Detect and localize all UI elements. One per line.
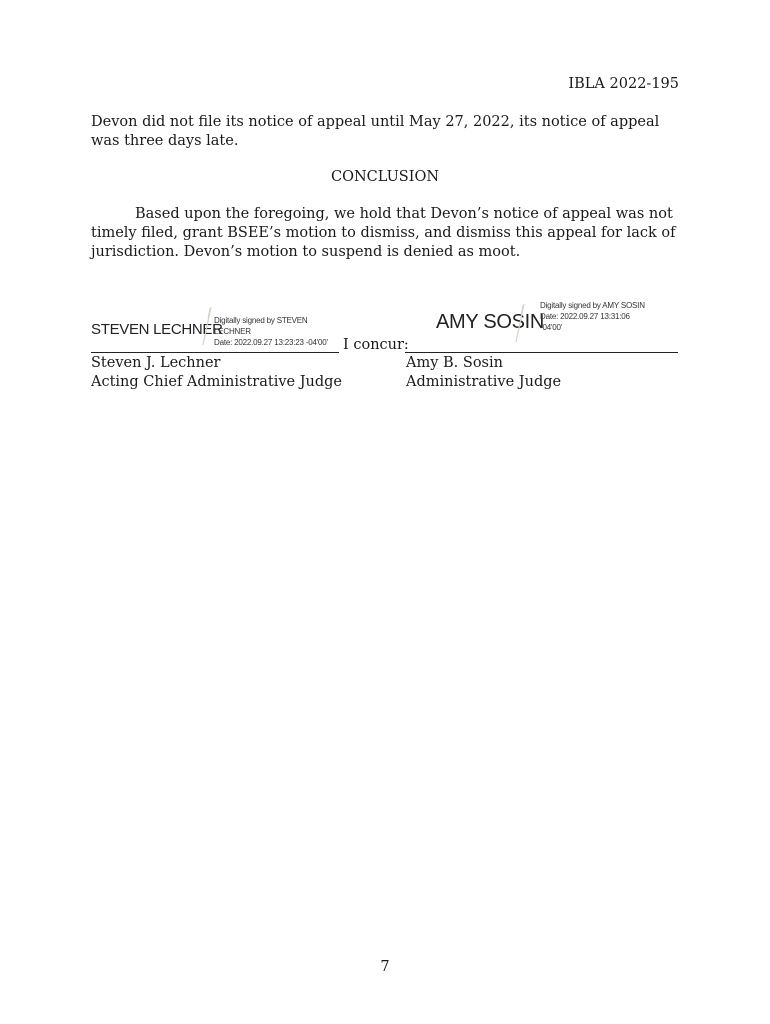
signer-title: Administrative Judge	[406, 374, 562, 390]
signer-name: Steven J. Lechner	[91, 355, 221, 371]
digital-signature-signed-by: Digitally signed by AMY SOSIN	[540, 301, 645, 310]
digital-signature-name: STEVEN LECHNER	[91, 321, 223, 338]
signature-mark-icon	[514, 303, 526, 343]
signer-title: Acting Chief Administrative Judge	[91, 374, 343, 390]
section-heading-conclusion: CONCLUSION	[330, 169, 440, 185]
docket-number: IBLA 2022-195	[568, 76, 679, 92]
digital-signature-name: AMY SOSIN	[436, 311, 545, 333]
signature-line	[91, 352, 339, 353]
digital-signature-signed-by: Digitally signed by STEVEN LECHNER	[214, 316, 308, 336]
digital-signature-details	[540, 300, 650, 333]
body-paragraph-1: Devon did not file its notice of appeal until May 27, 2022, its notice of appeal was three days late.	[91, 114, 660, 149]
digital-signature-date: Date: 2022.09.27 13:23:23 -04'00'	[214, 338, 328, 347]
signer-info	[91, 354, 342, 392]
signature-mark-icon	[201, 306, 213, 346]
signer-info	[406, 354, 561, 392]
digital-signature-details	[214, 315, 332, 348]
signature-line	[405, 352, 678, 353]
concur-label: I concur:	[343, 337, 409, 353]
page-number: 7	[380, 959, 390, 975]
digital-signature-date: Date: 2022.09.27 13:31:06 -04'00'	[540, 312, 630, 332]
signer-name: Amy B. Sosin	[406, 355, 503, 371]
body-paragraph-2: Based upon the foregoing, we hold that Devon’s notice of appeal was not timely filed, grant BSEE’s motion to dismiss, and dismiss this appeal for lack of jurisdiction. Devon’s motion to suspend is denied as moot.	[91, 206, 676, 260]
